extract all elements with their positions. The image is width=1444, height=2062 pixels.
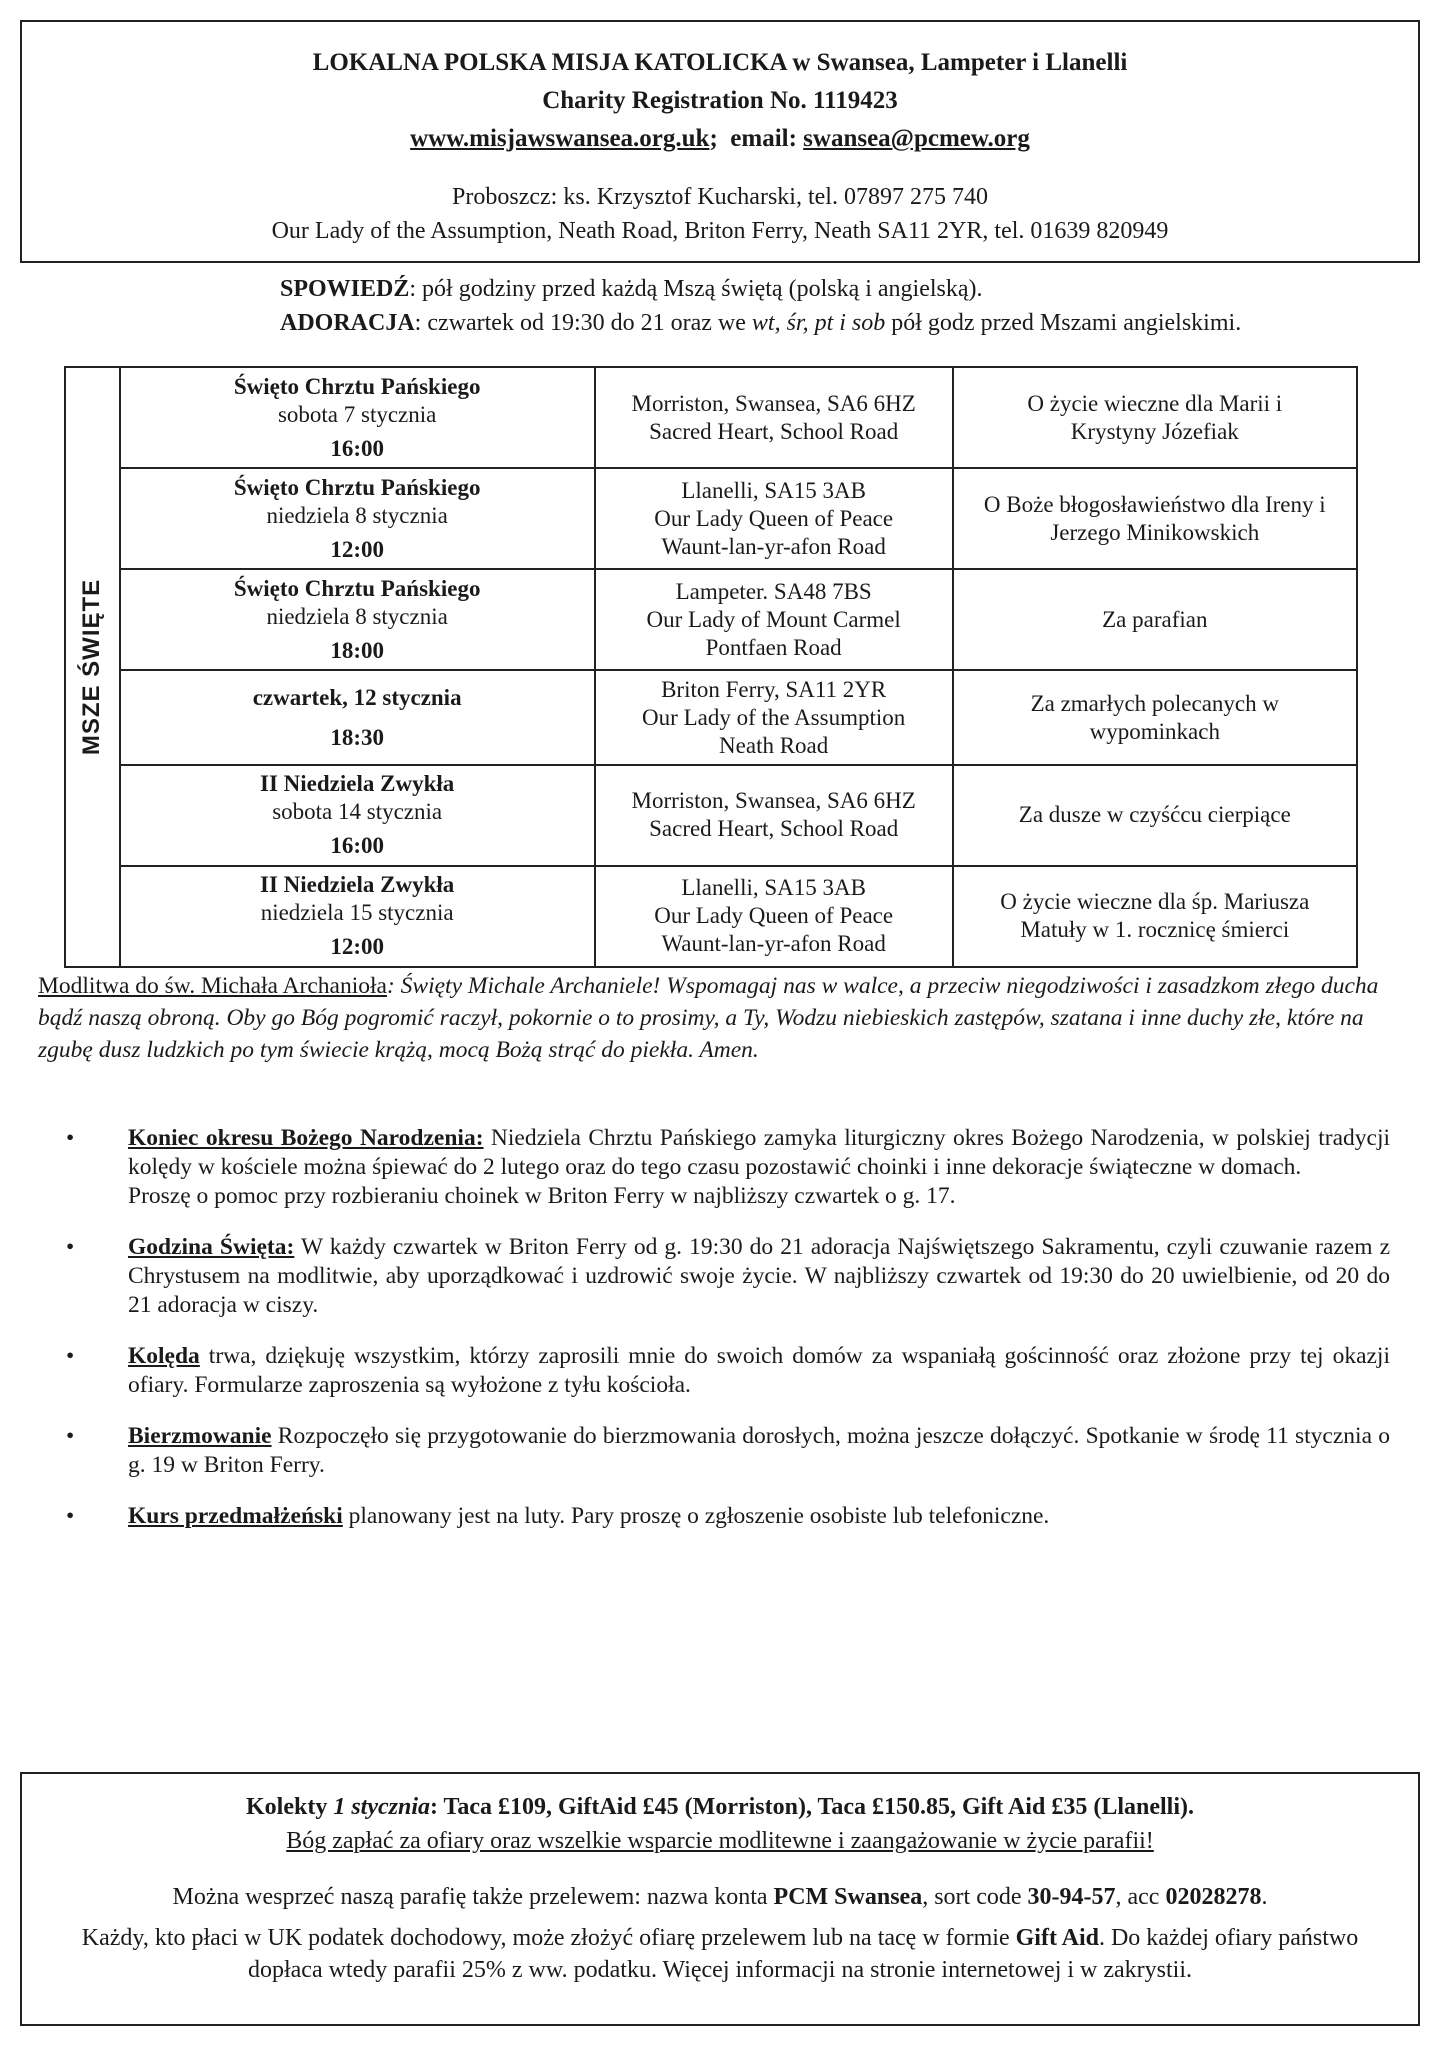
place-line: Waunt-lan-yr-afon Road xyxy=(661,931,886,957)
footer-box xyxy=(20,1772,1420,2026)
transfer-text: . xyxy=(1261,1884,1268,1910)
thanks-line: Bóg zapłać za ofiary oraz wszelkie wsparcie modlitewne i zaangażowanie w życie parafii! xyxy=(286,1828,1154,1854)
place-line: Our Lady Queen of Peace xyxy=(654,505,894,531)
mass-time: 12:00 xyxy=(330,536,384,562)
place-line: Lampeter. SA48 7BS xyxy=(675,578,872,604)
announcement-title: Godzina Święta: xyxy=(128,1234,295,1260)
intention-cell xyxy=(953,468,1357,569)
place-line: Sacred Heart, School Road xyxy=(649,816,899,842)
prayer-title: Modlitwa do św. Michała Archanioła xyxy=(38,973,387,999)
prayer-paragraph xyxy=(38,970,1408,1066)
mission-title: LOKALNA POLSKA MISJA KATOLICKA w Swansea, Lampeter i Llanelli xyxy=(312,49,1128,76)
mass-title: czwartek, 12 stycznia xyxy=(252,684,462,710)
adoration-days: wt, śr, pt i sob xyxy=(751,310,886,336)
mass-title: II Niedziela Zwykła xyxy=(260,771,455,797)
contact-line xyxy=(22,120,1418,158)
date-cell xyxy=(120,765,595,866)
table-row xyxy=(65,670,1357,765)
place-line: Our Lady of Mount Carmel xyxy=(646,606,901,632)
place-line: Sacred Heart, School Road xyxy=(649,418,899,444)
place-cell xyxy=(595,468,953,569)
intention-cell xyxy=(953,569,1357,670)
collections-label: Kolekty xyxy=(245,1794,334,1820)
table-row xyxy=(65,569,1357,670)
mass-day: niedziela 8 stycznia xyxy=(266,502,448,528)
list-item xyxy=(60,1422,1390,1480)
transfer-text: , sort code xyxy=(922,1884,1028,1910)
announcement-text: trwa, dziękuję wszystkim, którzy zaprosili mnie do swoich domów za wspaniałą gościnność oraz złożone przy tej okazji ofiary. Formularze zaproszenia są wyłożone z tyłu kościoła. xyxy=(128,1343,1390,1398)
announcement-title: Kurs przedmałżeński xyxy=(128,1503,343,1529)
announcement-text: Niedziela Chrztu Pańskiego zamyka liturgiczny okres Bożego Narodzenia, w polskiej tradycji kolędy w kościele można śpiewać do 2 lutego oraz do tego czasu pozostawić choinki i inne dekoracje świąteczne w domach. xyxy=(128,1125,1390,1180)
list-item xyxy=(60,1342,1390,1400)
bullet-icon: • xyxy=(66,1125,75,1151)
date-cell xyxy=(120,569,595,670)
confession-line xyxy=(280,272,1241,306)
confession-adoration-info xyxy=(280,272,1241,340)
place-cell xyxy=(595,765,953,866)
collections-date: 1 stycznia xyxy=(333,1794,430,1820)
announcement-text: Rozpoczęło się przygotowanie do bierzmowania dorosłych, można jeszcze dołączyć. Spotkanie w środę 11 stycznia o g. 19 w Briton Ferry. xyxy=(128,1423,1390,1478)
mass-schedule-table xyxy=(64,366,1358,968)
mass-title: Święto Chrztu Pańskiego xyxy=(233,575,481,601)
bullet-icon: • xyxy=(66,1423,75,1449)
mass-time: 18:00 xyxy=(330,637,384,663)
announcement-title: Koniec okresu Bożego Narodzenia: xyxy=(128,1125,484,1151)
table-row xyxy=(65,866,1357,967)
contact-separator: ; email: xyxy=(709,125,804,152)
intention-cell xyxy=(953,866,1357,967)
giftaid-text: Każdy, kto płaci w UK podatek dochodowy, może złożyć ofiarę przelewem lub na tacę w formie xyxy=(81,1925,1016,1951)
table-row xyxy=(65,765,1357,866)
website-link[interactable]: www.misjawswansea.org.uk xyxy=(410,125,710,152)
place-cell xyxy=(595,866,953,967)
transfer-text: , acc xyxy=(1115,1884,1166,1910)
place-cell xyxy=(595,670,953,765)
intention-cell xyxy=(953,765,1357,866)
transfer-text: Można wesprzeć naszą parafię także przelewem: nazwa konta xyxy=(172,1884,774,1910)
place-line: Morriston, Swansea, SA6 6HZ xyxy=(631,390,916,416)
mass-day: sobota 7 stycznia xyxy=(277,401,437,427)
mass-title: Święto Chrztu Pańskiego xyxy=(233,474,481,500)
place-line: Briton Ferry, SA11 2YR xyxy=(661,676,887,702)
mass-intention: Za dusze w czyśćcu cierpiące xyxy=(1018,802,1291,828)
mass-title: II Niedziela Zwykła xyxy=(260,872,455,898)
list-item xyxy=(60,1124,1390,1211)
parish-address: Our Lady of the Assumption, Neath Road, Briton Ferry, Neath SA11 2YR, tel. 01639 820949 xyxy=(271,218,1169,244)
email-link[interactable]: swansea@pcmew.org xyxy=(803,125,1030,152)
intention-cell xyxy=(953,367,1357,468)
mass-time: 18:30 xyxy=(330,724,384,750)
confession-label: SPOWIEDŹ xyxy=(280,276,410,302)
place-line: Morriston, Swansea, SA6 6HZ xyxy=(631,788,916,814)
list-item xyxy=(60,1502,1390,1531)
prayer-text: : Święty Michale Archaniele! Wspomagaj nas w walce, a przeciw niegodziwości i zasadzkom złego ducha bądź naszą obroną. Oby go Bóg pogromić raczył, pokornie o to prosimy, a Ty, Wodzu niebieskich zastępów, szatana i inne duchy złe, które na zgubę dusz ludzkich po tym świecie krążą, mocą Bożą strąć do piekła. Amen. xyxy=(38,973,1379,1063)
place-cell xyxy=(595,367,953,468)
mass-intention: O życie wieczne dla Marii i Krystyny Józefiak xyxy=(1027,390,1283,444)
gift-aid-line xyxy=(22,1922,1418,1986)
mass-time: 16:00 xyxy=(330,435,384,461)
confession-text: : pół godziny przed każdą Mszą świętą (polską i angielską). xyxy=(409,276,983,302)
date-cell xyxy=(120,367,595,468)
place-line: Neath Road xyxy=(719,732,829,758)
mass-day: sobota 14 stycznia xyxy=(272,799,443,825)
adoration-text-a: : czwartek od 19:30 do 21 oraz we xyxy=(414,310,752,336)
announcement-title: Kolęda xyxy=(128,1343,200,1369)
place-cell xyxy=(595,569,953,670)
mass-day: niedziela 8 stycznia xyxy=(266,603,448,629)
masses-side-label: MSZE ŚWIĘTE xyxy=(78,578,106,756)
bullet-icon: • xyxy=(66,1343,75,1369)
adoration-line xyxy=(280,306,1241,340)
intention-cell xyxy=(953,670,1357,765)
announcement-text: planowany jest na luty. Pary proszę o zgłoszenie osobiste lub telefoniczne. xyxy=(342,1503,1050,1529)
mass-intention: Za zmarłych polecanych w wypominkach xyxy=(1030,690,1279,744)
charity-registration: Charity Registration No. 1119423 xyxy=(542,87,898,114)
bullet-icon: • xyxy=(66,1503,75,1529)
account-name: PCM Swansea xyxy=(773,1884,923,1910)
giftaid-text: . Do każdej ofiary państwo dopłaca wtedy parafii 25% z ww. podatku. Więcej informacji na stronie internetowej i w zakrystii. xyxy=(247,1925,1359,1983)
header-box xyxy=(20,20,1420,263)
collections-amounts: : Taca £109, GiftAid £45 (Morriston), Taca £150.85, Gift Aid £35 (Llanelli). xyxy=(429,1794,1194,1820)
date-cell xyxy=(120,866,595,967)
mass-day: niedziela 15 stycznia xyxy=(260,900,454,926)
place-line: Our Lady Queen of Peace xyxy=(654,903,894,929)
pastor-info: Proboszcz: ks. Krzysztof Kucharski, tel. 07897 275 740 xyxy=(452,184,988,210)
sort-code: 30-94-57 xyxy=(1027,1884,1116,1910)
account-number: 02028278 xyxy=(1165,1884,1262,1910)
mass-time: 12:00 xyxy=(330,934,384,960)
list-item xyxy=(60,1233,1390,1320)
mass-title: Święto Chrztu Pańskiego xyxy=(233,373,481,399)
adoration-text-b: pół godz przed Mszami angielskimi. xyxy=(885,310,1242,336)
mass-intention: Za parafian xyxy=(1102,606,1208,632)
adoration-label: ADORACJA xyxy=(280,310,415,336)
mass-intention: O Boże błogosławieństwo dla Ireny i Jerzego Minikowskich xyxy=(983,491,1326,545)
collections-line xyxy=(22,1790,1418,1824)
place-line: Our Lady of the Assumption xyxy=(642,704,906,730)
date-cell xyxy=(120,468,595,569)
announcements-list xyxy=(60,1124,1390,1553)
mass-intention: O życie wieczne dla śp. Mariusza Matuły w 1. rocznicę śmierci xyxy=(1000,889,1310,943)
announcement-title: Bierzmowanie xyxy=(128,1423,272,1449)
mass-time: 16:00 xyxy=(330,833,384,859)
place-line: Llanelli, SA15 3AB xyxy=(681,477,866,503)
table-row xyxy=(65,367,1357,468)
giftaid-label: Gift Aid xyxy=(1015,1925,1099,1951)
bullet-icon: • xyxy=(66,1234,75,1260)
place-line: Waunt-lan-yr-afon Road xyxy=(661,533,886,559)
bank-transfer-line xyxy=(22,1880,1418,1914)
place-line: Llanelli, SA15 3AB xyxy=(681,875,866,901)
table-row xyxy=(65,468,1357,569)
place-line: Pontfaen Road xyxy=(705,634,842,660)
announcement-text-2: Proszę o pomoc przy rozbieraniu choinek w Briton Ferry w najbliższy czwartek o g. 17. xyxy=(128,1183,956,1209)
announcement-text: W każdy czwartek w Briton Ferry od g. 19:30 do 21 adoracja Najświętszego Sakramentu, czyli czuwanie razem z Chrystusem na modlitwie, aby uporządkować i uzdrowić swoje życie. W najbliższy czwartek od 19:30 do 20 uwielbienie, od 20 do 21 adoracja w ciszy. xyxy=(128,1234,1391,1318)
side-label-cell xyxy=(65,367,120,967)
date-cell xyxy=(120,670,595,765)
